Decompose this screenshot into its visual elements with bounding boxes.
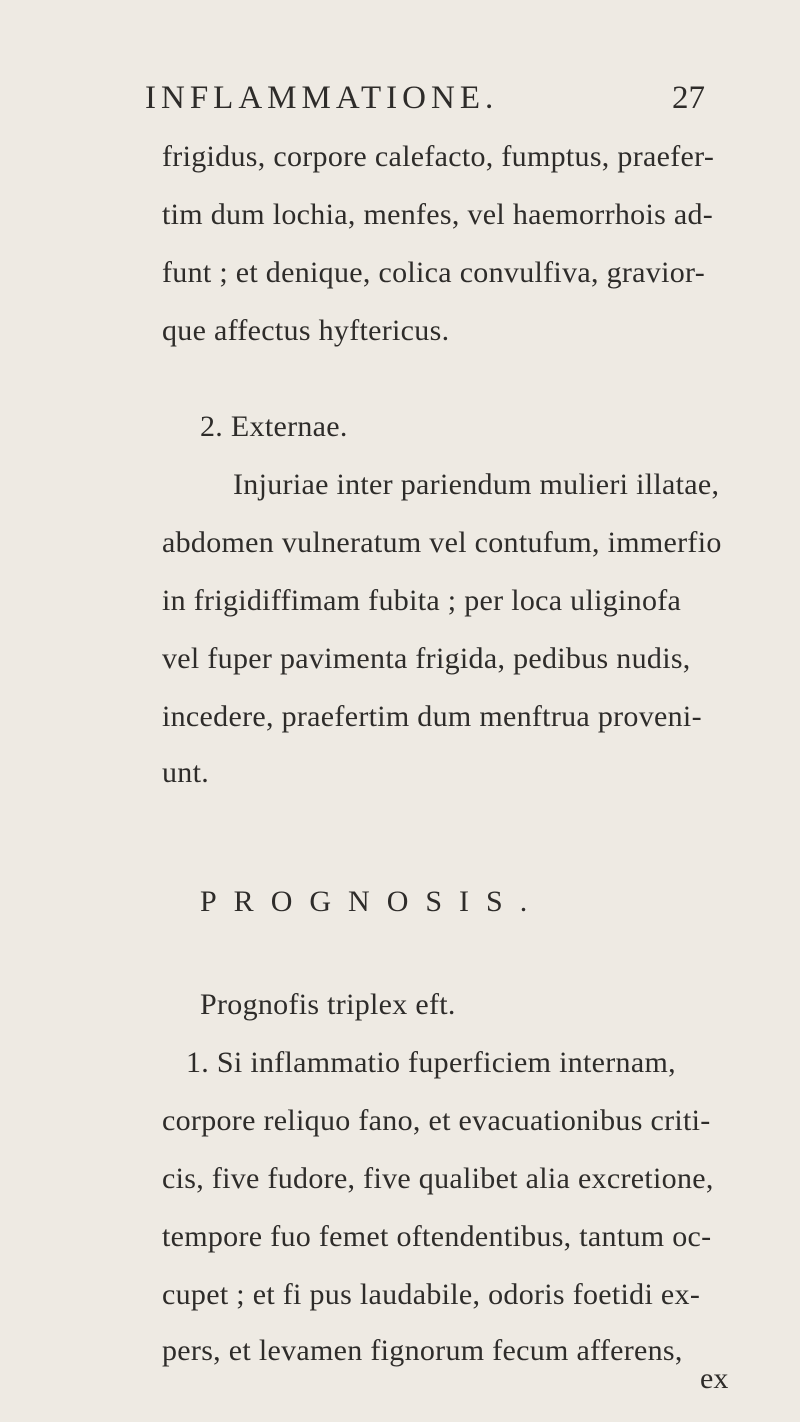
prognosis-heading: PROGNOSIS. bbox=[200, 885, 545, 918]
prognosis-intro: Prognofis triplex eft. bbox=[200, 988, 456, 1021]
page-number: 27 bbox=[672, 80, 705, 116]
page-header bbox=[145, 80, 705, 130]
text-line: que affectus hyftericus. bbox=[162, 314, 450, 347]
running-title: INFLAMMATIONE. bbox=[145, 80, 499, 116]
text-line: cupet ; et fi pus laudabile, odoris foetidi ex- bbox=[162, 1278, 701, 1311]
text-line: tempore fuo femet oftendentibus, tantum oc- bbox=[162, 1220, 712, 1253]
section-title: 2. Externae. bbox=[200, 410, 348, 443]
text-line: unt. bbox=[162, 756, 210, 789]
text-line: incedere, praefertim dum menftrua proveni- bbox=[162, 700, 702, 733]
catchword: ex bbox=[700, 1362, 729, 1395]
text-line: pers, et levamen fignorum fecum afferens, bbox=[162, 1334, 683, 1367]
text-line: in frigidiffimam fubita ; per loca uliginofa bbox=[162, 584, 682, 617]
text-line: frigidus, corpore calefacto, fumptus, praefer- bbox=[162, 140, 715, 173]
text-line: abdomen vulneratum vel contufum, immerfio bbox=[162, 526, 722, 559]
text-line: funt ; et denique, colica convulfiva, gravior- bbox=[162, 256, 706, 289]
text-line: tim dum lochia, menfes, vel haemorrhois ad- bbox=[162, 198, 714, 231]
text-line: cis, five fudore, five qualibet alia excretione, bbox=[162, 1162, 714, 1195]
text-line: Injuriae inter pariendum mulieri illatae, bbox=[233, 468, 720, 501]
text-line: 1. Si inflammatio fuperficiem internam, bbox=[186, 1046, 676, 1079]
text-line: corpore reliquo fano, et evacuationibus criti- bbox=[162, 1104, 711, 1137]
text-line: vel fuper pavimenta frigida, pedibus nudis, bbox=[162, 642, 691, 675]
